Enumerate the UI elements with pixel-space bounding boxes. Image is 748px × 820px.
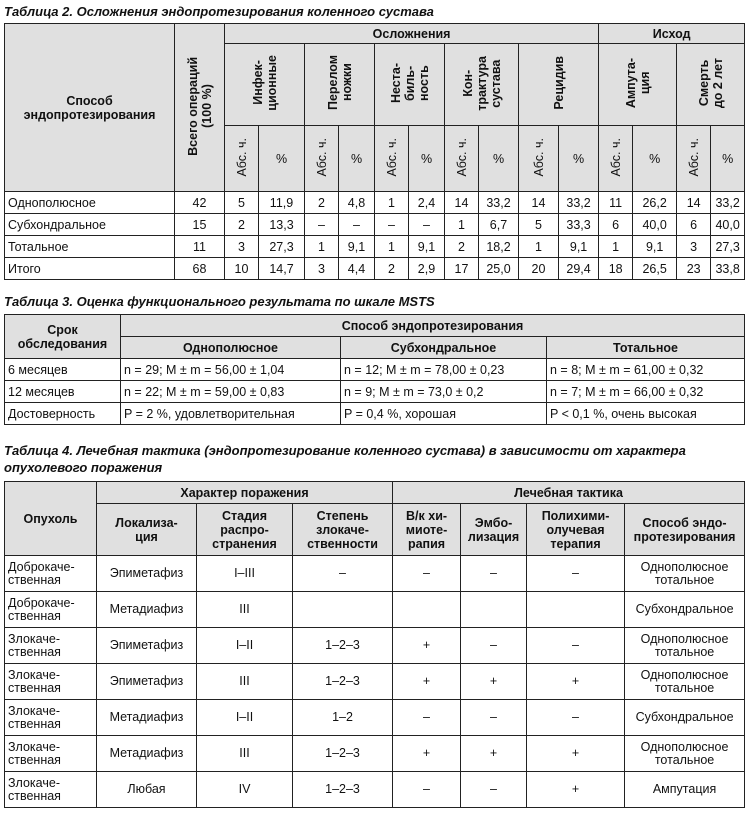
t2-cell: 1: [599, 236, 633, 258]
t4-cell: –: [293, 556, 393, 592]
t4-cell: +: [393, 736, 461, 772]
t2-cell: 20: [519, 258, 559, 280]
t2-header-abs-label: Абс. ч.: [531, 137, 546, 177]
t2-cell: 2: [375, 258, 409, 280]
t4-header-character: Характер поражения: [97, 482, 393, 504]
table-row: [5, 592, 745, 628]
t4-cell: –: [527, 700, 625, 736]
t2-cell: 6: [599, 214, 633, 236]
table-row: [5, 258, 745, 280]
t4-header-sub: Стадия распро- странения: [197, 504, 293, 556]
t4-cell: IV: [197, 772, 293, 808]
t2-cell: 1: [375, 236, 409, 258]
t4-cell: Ампутация: [625, 772, 745, 808]
t2-cell: 2: [305, 192, 339, 214]
t4-cell: III: [197, 664, 293, 700]
t2-cell: 25,0: [479, 258, 519, 280]
t2-cell: 14: [519, 192, 559, 214]
t2-cell: 2: [445, 236, 479, 258]
t2-cell: 27,3: [259, 236, 305, 258]
t2-cell: 11: [175, 236, 225, 258]
t2-header-group-label: Ампута- ция: [623, 57, 652, 109]
t2-header-outcome: Исход: [599, 24, 745, 44]
t2-row-name: Итого: [5, 258, 175, 280]
t2-header-pct: %: [479, 126, 519, 192]
table2: [4, 23, 745, 280]
t4-row-name: Злокаче- ственная: [5, 772, 97, 808]
t4-cell: 1–2–3: [293, 772, 393, 808]
t4-cell: I–III: [197, 556, 293, 592]
t2-cell: 4,8: [339, 192, 375, 214]
t2-header-group-label: Кон- трактура сустава: [460, 55, 503, 111]
t2-header-abs-label: Абс. ч.: [454, 137, 469, 177]
t4-cell: –: [461, 700, 527, 736]
t2-cell: 6,7: [479, 214, 519, 236]
t2-header-group: [375, 44, 445, 126]
t2-header-pct: %: [339, 126, 375, 192]
t4-cell: 1–2: [293, 700, 393, 736]
t4-cell: [393, 592, 461, 628]
t2-header-group: [519, 44, 599, 126]
table-row: [5, 381, 745, 403]
t2-header-abs: [225, 126, 259, 192]
t3-header-col: Субхондральное: [341, 337, 547, 359]
t2-row-name: Тотальное: [5, 236, 175, 258]
t2-cell: 9,1: [633, 236, 677, 258]
t2-header-group-label: Инфек- ционные: [250, 55, 279, 111]
t2-header-method: Способ эндопротезирования: [5, 24, 175, 192]
t4-cell: –: [527, 628, 625, 664]
t4-cell: Любая: [97, 772, 197, 808]
t4-row-name: Злокаче- ственная: [5, 628, 97, 664]
table-row: [5, 192, 745, 214]
t2-cell: 26,2: [633, 192, 677, 214]
table-row: [5, 236, 745, 258]
t2-cell: –: [305, 214, 339, 236]
t4-cell: [527, 592, 625, 628]
t2-cell: 6: [677, 214, 711, 236]
t2-header-complications: Осложнения: [225, 24, 599, 44]
t4-header-sub: Полихими- олучевая терапия: [527, 504, 625, 556]
t4-cell: Эпиметафиз: [97, 556, 197, 592]
t3-header-col: Тотальное: [547, 337, 745, 359]
table-row: [5, 403, 745, 425]
t4-cell: I–II: [197, 628, 293, 664]
t2-cell: 2: [225, 214, 259, 236]
t4-cell: Субхондральное: [625, 700, 745, 736]
t2-header-pct: %: [259, 126, 305, 192]
table-row: [5, 772, 745, 808]
t4-cell: 1–2–3: [293, 736, 393, 772]
t2-cell: 13,3: [259, 214, 305, 236]
t4-cell: III: [197, 736, 293, 772]
t2-header-group: [225, 44, 305, 126]
table-row: [5, 700, 745, 736]
t2-cell: 14: [677, 192, 711, 214]
t4-cell: Метадиафиз: [97, 700, 197, 736]
t2-header-abs: [445, 126, 479, 192]
t2-cell: 5: [519, 214, 559, 236]
t4-cell: +: [393, 628, 461, 664]
t2-cell: 1: [375, 192, 409, 214]
t2-header-abs-label: Абс. ч.: [314, 137, 329, 177]
t4-cell: Субхондральное: [625, 592, 745, 628]
t2-cell: 27,3: [711, 236, 745, 258]
t4-header-sub: Эмбо- лизация: [461, 504, 527, 556]
t2-cell: 26,5: [633, 258, 677, 280]
t4-header-sub: Способ эндо- протезирования: [625, 504, 745, 556]
t2-row-name: Субхондральное: [5, 214, 175, 236]
t2-cell: 3: [225, 236, 259, 258]
t4-cell: Однополюсное тотальное: [625, 664, 745, 700]
t2-header-abs-label: Абс. ч.: [686, 137, 701, 177]
t4-cell: –: [393, 700, 461, 736]
table2-caption: Таблица 2. Осложнения эндопротезирования коленного сустава: [4, 4, 434, 19]
table4-caption: Таблица 4. Лечебная тактика (эндопротезирование коленного сустава) в зависимости от характера опухолевого поражения: [4, 443, 686, 475]
t4-cell: III: [197, 592, 293, 628]
t3-cell: n = 7; M ± m = 66,00 ± 0,32: [547, 381, 745, 403]
t4-row-name: Злокаче- ственная: [5, 736, 97, 772]
t4-cell: I–II: [197, 700, 293, 736]
t3-cell: P = 0,4 %, хорошая: [341, 403, 547, 425]
t3-cell: n = 9; M ± m = 73,0 ± 0,2: [341, 381, 547, 403]
t2-row-name: Однополюсное: [5, 192, 175, 214]
t3-cell: n = 12; M ± m = 78,00 ± 0,23: [341, 359, 547, 381]
t4-header-tactic: Лечебная тактика: [393, 482, 745, 504]
t2-header-abs: [677, 126, 711, 192]
table-row: [5, 628, 745, 664]
table-row: [5, 664, 745, 700]
t2-cell: 9,1: [409, 236, 445, 258]
t4-header-sub: Локализа- ция: [97, 504, 197, 556]
t4-header-sub: В/к хи- миоте- рапия: [393, 504, 461, 556]
t3-row-name: Достоверность: [5, 403, 121, 425]
t2-cell: –: [339, 214, 375, 236]
t2-cell: 18: [599, 258, 633, 280]
t2-cell: 42: [175, 192, 225, 214]
t3-header-method: Способ эндопротезирования: [121, 315, 745, 337]
t2-cell: 4,4: [339, 258, 375, 280]
t2-header-abs: [519, 126, 559, 192]
t2-cell: 40,0: [633, 214, 677, 236]
t4-cell: +: [527, 772, 625, 808]
t2-cell: 3: [677, 236, 711, 258]
t2-cell: –: [375, 214, 409, 236]
t3-cell: P = 2 %, удовлетворительная: [121, 403, 341, 425]
t2-cell: 17: [445, 258, 479, 280]
t2-cell: 68: [175, 258, 225, 280]
t2-cell: 33,8: [711, 258, 745, 280]
t2-header-pct: %: [559, 126, 599, 192]
t4-cell: Эпиметафиз: [97, 664, 197, 700]
t2-cell: –: [409, 214, 445, 236]
t2-cell: 33,3: [559, 214, 599, 236]
t2-header-pct: %: [711, 126, 745, 192]
t4-cell: Однополюсное тотальное: [625, 628, 745, 664]
t4-cell: +: [461, 736, 527, 772]
t4-row-name: Злокаче- ственная: [5, 664, 97, 700]
t4-cell: +: [527, 664, 625, 700]
t2-header-total: Всего операций (100 %): [175, 24, 225, 192]
table-row: [5, 214, 745, 236]
t2-header-abs: [305, 126, 339, 192]
t2-header-pct: %: [409, 126, 445, 192]
t4-cell: –: [461, 628, 527, 664]
t2-cell: 5: [225, 192, 259, 214]
t2-cell: 33,2: [711, 192, 745, 214]
t2-header-abs: [599, 126, 633, 192]
t3-row-name: 6 месяцев: [5, 359, 121, 381]
t2-cell: 18,2: [479, 236, 519, 258]
t3-cell: n = 22; M ± m = 59,00 ± 0,83: [121, 381, 341, 403]
t3-row-name: 12 месяцев: [5, 381, 121, 403]
t4-header-tumor: Опухоль: [5, 482, 97, 556]
t4-row-name: Доброкаче- ственная: [5, 592, 97, 628]
t2-cell: 40,0: [711, 214, 745, 236]
t2-cell: 33,2: [559, 192, 599, 214]
t4-cell: Эпиметафиз: [97, 628, 197, 664]
t2-cell: 9,1: [559, 236, 599, 258]
t2-cell: 3: [305, 258, 339, 280]
table-row: [5, 736, 745, 772]
t2-cell: 29,4: [559, 258, 599, 280]
t2-cell: 9,1: [339, 236, 375, 258]
t3-cell: n = 8; M ± m = 61,00 ± 0,32: [547, 359, 745, 381]
t2-cell: 14: [445, 192, 479, 214]
t2-cell: 14,7: [259, 258, 305, 280]
t3-header-term: Срок обследования: [5, 315, 121, 359]
t2-header-abs-label: Абс. ч.: [234, 137, 249, 177]
t2-cell: 1: [519, 236, 559, 258]
t4-cell: –: [393, 556, 461, 592]
table3-caption: Таблица 3. Оценка функционального результата по шкале MSTS: [4, 294, 435, 309]
t2-header-pct: %: [633, 126, 677, 192]
table4: [4, 481, 745, 808]
t4-cell: Однополюсное тотальное: [625, 556, 745, 592]
t2-cell: 1: [445, 214, 479, 236]
t2-header-group: [445, 44, 519, 126]
t4-cell: +: [393, 664, 461, 700]
t3-header-col: Однополюсное: [121, 337, 341, 359]
t2-header-group-label: Смерть до 2 лет: [696, 57, 725, 109]
t2-header-group-label: Неста- биль- ность: [388, 62, 431, 103]
table-row: [5, 359, 745, 381]
t2-cell: 11,9: [259, 192, 305, 214]
t2-cell: 11: [599, 192, 633, 214]
t2-header-group-label: Перелом ножки: [325, 55, 354, 111]
t2-cell: 2,4: [409, 192, 445, 214]
t4-cell: +: [461, 664, 527, 700]
t4-cell: [461, 592, 527, 628]
t4-cell: Метадиафиз: [97, 736, 197, 772]
t2-cell: 23: [677, 258, 711, 280]
t4-cell: Метадиафиз: [97, 592, 197, 628]
t4-cell: 1–2–3: [293, 628, 393, 664]
t4-cell: –: [393, 772, 461, 808]
t2-header-group-label: Рецидив: [551, 56, 566, 110]
t2-header-abs-label: Абс. ч.: [384, 137, 399, 177]
t4-cell: –: [461, 556, 527, 592]
table-row: [5, 556, 745, 592]
t4-cell: 1–2–3: [293, 664, 393, 700]
t2-cell: 10: [225, 258, 259, 280]
table3: [4, 314, 745, 425]
t4-cell: Однополюсное тотальное: [625, 736, 745, 772]
t2-header-abs: [375, 126, 409, 192]
t2-cell: 1: [305, 236, 339, 258]
t2-cell: 33,2: [479, 192, 519, 214]
t2-header-group: [599, 44, 677, 126]
t4-cell: –: [461, 772, 527, 808]
t4-header-sub: Степень злокаче- ственности: [293, 504, 393, 556]
t2-cell: 15: [175, 214, 225, 236]
t4-row-name: Злокаче- ственная: [5, 700, 97, 736]
t2-cell: 2,9: [409, 258, 445, 280]
t2-header-abs-label: Абс. ч.: [608, 137, 623, 177]
t4-cell: –: [527, 556, 625, 592]
t4-cell: +: [527, 736, 625, 772]
t3-cell: n = 29; M ± m = 56,00 ± 1,04: [121, 359, 341, 381]
t3-cell: P < 0,1 %, очень высокая: [547, 403, 745, 425]
t2-header-group: [677, 44, 745, 126]
t4-row-name: Доброкаче- ственная: [5, 556, 97, 592]
t4-cell: [293, 592, 393, 628]
t2-header-group: [305, 44, 375, 126]
